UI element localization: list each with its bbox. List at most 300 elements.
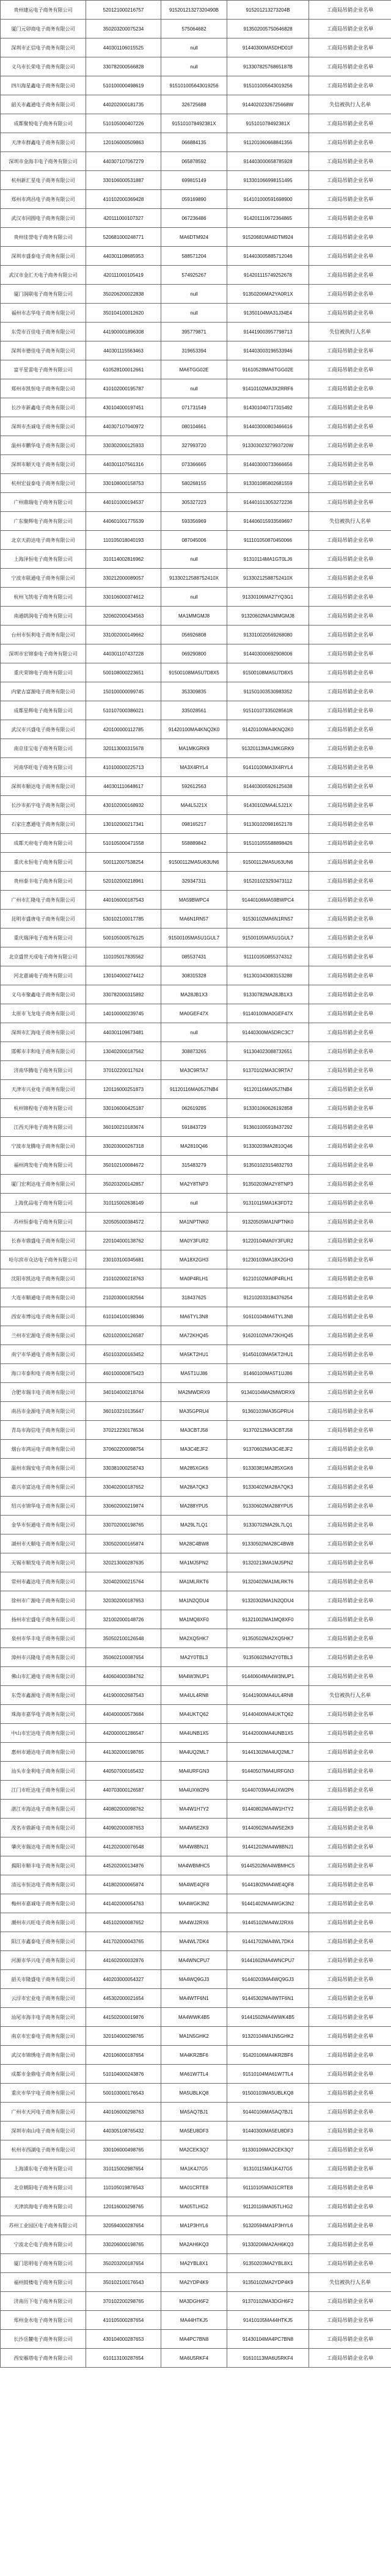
company-name-cell: 长春市鼎盛电子商务有限公司 (1, 1231, 86, 1250)
status-cell: 工商局吊销企业名单 (309, 190, 391, 209)
credit-code-cell: 915201023293473112 (227, 872, 309, 891)
credit-code-cell: 91350206MA2YA0R1X (227, 285, 309, 304)
org-code-cell: MA4UXW2P6 (161, 1781, 227, 1800)
registration-number-cell: 120116000298765 (86, 2197, 161, 2216)
table-row (1, 966, 391, 985)
credit-code-cell: 91330212588752410X (227, 569, 309, 588)
credit-code-cell: 914201110672364865 (227, 209, 309, 228)
status-cell: 工商局吊销企业名单 (309, 2254, 391, 2273)
company-name-cell: 西安雁塔电子商务有限公司 (1, 2349, 86, 2368)
registration-number-cell: 510100000498619 (86, 76, 161, 95)
credit-code-cell: 91330106MA2CEK3Q7 (227, 2140, 309, 2159)
org-code-cell: MA4W8BNJ1 (161, 1837, 227, 1856)
company-name-cell: 贵州泰丰电子商务有限公司 (1, 872, 86, 891)
credit-code-cell: 91610104MA6TYL3N8 (227, 1307, 309, 1326)
org-code-cell: MA35GPRU4 (161, 1402, 227, 1421)
company-name-cell: 杭州锦程电子商务有限公司 (1, 1099, 86, 1118)
company-name-cell: 厦门宏利达电子商务有限公司 (1, 1175, 86, 1194)
credit-code-cell: 91441702MA4WL7DK4 (227, 1932, 309, 1951)
table-row (1, 1307, 391, 1326)
table-row (1, 1932, 391, 1951)
status-cell: 工商局吊销企业名单 (309, 1364, 391, 1383)
status-cell: 工商局吊销企业名单 (309, 796, 391, 815)
registration-number-cell: 320104000298765 (86, 2027, 161, 2046)
table-row (1, 493, 391, 512)
table-row (1, 550, 391, 569)
company-name-cell: 揭阳市顺丰电子商务有限公司 (1, 1856, 86, 1875)
company-name-cell: 惠州市通达电子商务有限公司 (1, 1743, 86, 1762)
credit-code-cell: 91370212MA3CBTJ58 (227, 1421, 309, 1440)
company-name-cell: 泉州市华丰电子商务有限公司 (1, 1629, 86, 1648)
table-row (1, 114, 391, 133)
company-name-cell: 南京市宏泰电子商务有限公司 (1, 2027, 86, 2046)
credit-code-cell: 91330402MA28A7QK3 (227, 1478, 309, 1497)
registration-number-cell: 330106000531887 (86, 171, 161, 190)
registration-number-cell: 610104100198346 (86, 1307, 161, 1326)
company-name-cell: 海口市泰和电子商务有限公司 (1, 1364, 86, 1383)
org-code-cell: MA29L7LQ1 (161, 1516, 227, 1534)
company-name-cell: 徐州市广源电子商务有限公司 (1, 1591, 86, 1610)
credit-code-cell: 91320505MA1NPTNK0 (227, 1213, 309, 1231)
credit-code-cell: 91440300MA5EU8DF3 (227, 2122, 309, 2140)
table-row (1, 1345, 391, 1364)
table-row (1, 1837, 391, 1856)
status-cell: 工商局吊销企业名单 (309, 1724, 391, 1743)
org-code-cell: null (161, 379, 227, 398)
status-cell: 工商局吊销企业名单 (309, 2292, 391, 2311)
credit-code-cell: 91500103MA5UBLKQ8 (227, 2084, 309, 2103)
org-code-cell: MA72KHQ45 (161, 1326, 227, 1345)
registration-number-cell: 440301107437228 (86, 644, 161, 663)
registration-number-cell: 440301106015525 (86, 38, 161, 57)
company-name-cell: 重庆瑞泽电子商务有限公司 (1, 929, 86, 947)
org-code-cell: 067236486 (161, 209, 227, 228)
org-code-cell: MA61W7TL4 (161, 2065, 227, 2084)
table-row (1, 1250, 391, 1269)
table-row (1, 2292, 391, 2311)
org-code-cell: 915101005643019256 (161, 76, 227, 95)
status-cell: 工商局吊销企业名单 (309, 891, 391, 910)
table-row (1, 1194, 391, 1213)
company-name-cell: 郑州金水电子商务有限公司 (1, 2311, 86, 2330)
table-row (1, 285, 391, 304)
org-code-cell: MA4KR2BF6 (161, 2046, 227, 2065)
table-row (1, 190, 391, 209)
org-code-cell: 065878592 (161, 152, 227, 171)
registration-number-cell: 230103100345681 (86, 1250, 161, 1269)
status-cell: 工商局吊销企业名单 (309, 1383, 391, 1402)
status-cell: 工商局吊销企业名单 (309, 2330, 391, 2349)
table-row (1, 720, 391, 739)
registration-number-cell: 445102000087652 (86, 1913, 161, 1932)
registration-number-cell: 140100000239745 (86, 1004, 161, 1023)
org-code-cell: MA5EU8DF3 (161, 2122, 227, 2140)
org-code-cell: 327993720 (161, 436, 227, 455)
org-code-cell: MA1N5GHK2 (161, 2027, 227, 2046)
registration-number-cell: 330206000198765 (86, 2235, 161, 2254)
credit-code-cell: 91120116MA05J7NB4 (227, 1080, 309, 1099)
registration-number-cell: 440203000054327 (86, 1970, 161, 1989)
registration-number-cell: 330212000089057 (86, 569, 161, 588)
registration-number-cell: 441900001896308 (86, 323, 161, 341)
company-name-cell: 温州市鹏华电子商务有限公司 (1, 436, 86, 455)
credit-code-cell: 914401013053272236 (227, 493, 309, 512)
org-code-cell: null (161, 285, 227, 304)
credit-code-cell: 915201213273204B (227, 1, 309, 20)
table-row (1, 1989, 391, 2008)
company-name-cell: 重庆市华宇电子商务有限公司 (1, 2084, 86, 2103)
company-name-cell: 福州鸿发电子商务有限公司 (1, 1156, 86, 1175)
org-code-cell: 335028561 (161, 701, 227, 720)
registration-number-cell: 320213000287635 (86, 1553, 161, 1572)
org-code-cell: MA2CEK3Q7 (161, 2140, 227, 2159)
table-row (1, 682, 391, 701)
registration-number-cell: 620102000126587 (86, 1326, 161, 1345)
company-name-cell: 台州市恒利电子商务有限公司 (1, 626, 86, 644)
registration-number-cell: 440101000194537 (86, 493, 161, 512)
org-code-cell: MA2Y8TNP3 (161, 1175, 227, 1194)
company-name-cell: 杭州新汇星电子商务有限公司 (1, 171, 86, 190)
company-name-cell: 济南历下电子商务有限公司 (1, 2292, 86, 2311)
registration-number-cell: 440307107067279 (86, 152, 161, 171)
registration-number-cell: 130104000274412 (86, 966, 161, 985)
registration-number-cell: 440301107561316 (86, 455, 161, 474)
registration-number-cell: 330702000198765 (86, 1516, 161, 1534)
registration-number-cell: 330106000374612 (86, 588, 161, 607)
credit-code-cell: 91320302MA1N2QDU4 (227, 1591, 309, 1610)
org-code-cell: MA2AH6KQ3 (161, 2235, 227, 2254)
status-cell: 工商局吊销企业名单 (309, 455, 391, 474)
table-row (1, 1819, 391, 1837)
registration-number-cell: 110105018040193 (86, 531, 161, 550)
table-row (1, 1478, 391, 1497)
status-cell: 工商局吊销企业名单 (309, 663, 391, 682)
registration-number-cell: 330402000187652 (86, 1478, 161, 1497)
org-code-cell: MA28A7QK3 (161, 1478, 227, 1497)
credit-code-cell: 91410105MA44HTKJ5 (227, 2311, 309, 2330)
table-row (1, 985, 391, 1004)
table-row (1, 1004, 391, 1023)
table-row (1, 1762, 391, 1781)
credit-code-cell: 91440703MA4UXW2P6 (227, 1781, 309, 1800)
registration-number-cell: 350104100012620 (86, 304, 161, 323)
registration-number-cell: 440601001775539 (86, 512, 161, 531)
table-row (1, 796, 391, 815)
company-name-cell: 长沙市新鑫电子商务有限公司 (1, 398, 86, 417)
status-cell: 工商局吊销企业名单 (309, 57, 391, 76)
org-code-cell: MA3CBTJ58 (161, 1421, 227, 1440)
company-name-cell: 广州鼎瑞电子商务有限公司 (1, 493, 86, 512)
status-cell: 工商局吊销企业名单 (309, 341, 391, 360)
company-name-cell: 上海优品电子商务有限公司 (1, 1194, 86, 1213)
status-cell: 工商局吊销企业名单 (309, 171, 391, 190)
org-code-cell: MA1P3HYL6 (161, 2216, 227, 2235)
company-name-cell: 深圳市顺达电子商务有限公司 (1, 777, 86, 796)
table-row (1, 1137, 391, 1156)
status-cell: 失信被执行人名单 (309, 2273, 391, 2292)
table-row (1, 1743, 391, 1762)
org-code-cell: 059169890 (161, 190, 227, 209)
registration-number-cell: 440604000384762 (86, 1667, 161, 1686)
table-row (1, 2330, 391, 2349)
credit-code-cell: 914201115749252678 (227, 266, 309, 285)
org-code-cell: MA4WJ2RX6 (161, 1913, 227, 1932)
status-cell: 工商局吊销企业名单 (309, 1213, 391, 1231)
status-cell: 工商局吊销企业名单 (309, 1951, 391, 1970)
registration-number-cell: 320594000287654 (86, 2216, 161, 2235)
company-name-cell: 深圳市德佳电子商务有限公司 (1, 341, 86, 360)
status-cell: 工商局吊销企业名单 (309, 1648, 391, 1667)
org-code-cell: 593356969 (161, 512, 227, 531)
company-name-cell: 武汉市兴盛电子商务有限公司 (1, 720, 86, 739)
status-cell: 工商局吊销企业名单 (309, 228, 391, 247)
status-cell: 工商局吊销企业名单 (309, 1837, 391, 1856)
table-row (1, 1648, 391, 1667)
table-row (1, 1667, 391, 1686)
registration-number-cell: 442000001286547 (86, 1724, 161, 1743)
credit-code-cell: 91430102MA4L5J21X (227, 796, 309, 815)
org-code-cell: MA6N1RN57 (161, 910, 227, 929)
credit-code-cell: 91500108MA5U7D8X5 (227, 663, 309, 682)
table-row (1, 2235, 391, 2254)
org-code-cell: 069290800 (161, 644, 227, 663)
status-cell: 工商局吊销企业名单 (309, 1553, 391, 1572)
status-cell: 工商局吊销企业名单 (309, 758, 391, 777)
table-row (1, 910, 391, 929)
status-cell: 工商局吊销企业名单 (309, 1989, 391, 2008)
credit-code-cell: 91500112MA5U63UN6 (227, 853, 309, 872)
registration-number-cell: 350203200187654 (86, 2254, 161, 2273)
org-code-cell: MA4WNCPU7 (161, 1951, 227, 1970)
org-code-cell: 308315328 (161, 966, 227, 985)
table-row (1, 644, 391, 663)
table-row (1, 512, 391, 531)
company-name-cell: 厦门元卯商电子商务有限公司 (1, 20, 86, 38)
credit-code-cell: 91440202326725668W (227, 95, 309, 114)
table-row (1, 1572, 391, 1591)
registration-number-cell: 440400000573684 (86, 1705, 161, 1724)
org-code-cell: MA1MKGRK9 (161, 739, 227, 758)
registration-number-cell: 410102000369428 (86, 190, 161, 209)
status-cell: 工商局吊销企业名单 (309, 569, 391, 588)
registration-number-cell: 440307107040972 (86, 417, 161, 436)
org-code-cell: 085537431 (161, 947, 227, 966)
registration-number-cell: 510105000471558 (86, 834, 161, 853)
table-row (1, 1402, 391, 1421)
table-row (1, 379, 391, 398)
company-name-cell: 嘉兴市富达电子商务有限公司 (1, 1478, 86, 1497)
table-row (1, 815, 391, 834)
credit-code-cell: 91440106MA59BWPC4 (227, 891, 309, 910)
registration-number-cell: 460100000875423 (86, 1364, 161, 1383)
table-row (1, 607, 391, 626)
table-row (1, 1800, 391, 1819)
status-cell: 工商局吊销企业名单 (309, 1781, 391, 1800)
credit-code-cell: 913301066998151495 (227, 171, 309, 190)
credit-code-cell: 91520681MA6DTM924 (227, 228, 309, 247)
registration-number-cell: 350102100176543 (86, 2273, 161, 2292)
table-row (1, 569, 391, 588)
credit-code-cell: 91420100MA4KNQ2K0 (227, 720, 309, 739)
table-row (1, 2178, 391, 2197)
credit-code-cell: 91370102MA3C9RTA7 (227, 1061, 309, 1080)
registration-number-cell: 500105000576125 (86, 929, 161, 947)
status-cell: 工商局吊销企业名单 (309, 720, 391, 739)
registration-number-cell: 441302000198765 (86, 1743, 161, 1762)
org-code-cell: MA28JB1X3 (161, 985, 227, 1004)
status-cell: 工商局吊销企业名单 (309, 474, 391, 493)
company-name-cell: 武汉市金汇天电子商务有限公司 (1, 266, 86, 285)
credit-code-cell: 91310114MA1GT0LJ6 (227, 550, 309, 569)
credit-code-cell: 913301060626192858 (227, 1099, 309, 1118)
table-row (1, 398, 391, 417)
registration-number-cell: 440106000187543 (86, 891, 161, 910)
status-cell: 工商局吊销企业名单 (309, 1288, 391, 1307)
credit-code-cell: 91441602MA4WNCPU7 (227, 1951, 309, 1970)
credit-code-cell: 91140100MA0GEF47X (227, 1004, 309, 1023)
credit-code-cell: 914403000803466616 (227, 417, 309, 436)
credit-code-cell: 91441802MA4WE4QF8 (227, 1875, 309, 1894)
registration-number-cell: 340104000218764 (86, 1383, 161, 1402)
table-row (1, 1951, 391, 1970)
registration-number-cell: 440106000298763 (86, 2103, 161, 2122)
credit-code-cell: 915101055588898426 (227, 834, 309, 853)
credit-code-cell: 91445302MA4WTF6N1 (227, 1989, 309, 2008)
company-name-cell: 沈阳市凯达电子商务有限公司 (1, 1269, 86, 1288)
credit-code-cell: 914406015933569697 (227, 512, 309, 531)
status-cell: 工商局吊销企业名单 (309, 1440, 391, 1459)
registration-number-cell: 360100210183674 (86, 1118, 161, 1137)
org-code-cell: 91120116MA05J7NB4 (161, 1080, 227, 1099)
status-cell: 工商局吊销企业名单 (309, 133, 391, 152)
status-cell: 工商局吊销企业名单 (309, 910, 391, 929)
registration-number-cell: 430104000197451 (86, 398, 161, 417)
credit-code-cell: 91230103MA18X2GH3 (227, 1250, 309, 1269)
registration-number-cell: 441502000019876 (86, 2008, 161, 2027)
credit-code-cell: 914403000733666656 (227, 455, 309, 474)
company-name-cell: 宁波市联通电子商务有限公司 (1, 569, 86, 588)
registration-number-cell: 330302000125933 (86, 436, 161, 455)
credit-code-cell: 91320602MA1MMGMJ8 (227, 607, 309, 626)
table-row (1, 2273, 391, 2292)
table-row (1, 1023, 391, 1042)
org-code-cell: 592612563 (161, 777, 227, 796)
org-code-cell: null (161, 550, 227, 569)
credit-code-cell: 914403000692908006 (227, 644, 309, 663)
org-code-cell: 062619285 (161, 1099, 227, 1118)
registration-number-cell: 330106000498765 (86, 2140, 161, 2159)
org-code-cell: MA1N2QDU4 (161, 1591, 227, 1610)
registration-number-cell: 320505000384572 (86, 1213, 161, 1231)
status-cell: 工商局吊销企业名单 (309, 1913, 391, 1932)
credit-code-cell: 91220104MA0Y3FUR2 (227, 1231, 309, 1250)
company-name-cell: 苏州恒泰电子商务有限公司 (1, 1213, 86, 1231)
status-cell: 失信被执行人名单 (309, 323, 391, 341)
table-row (1, 2216, 391, 2235)
org-code-cell: MA1MLRKT6 (161, 1572, 227, 1591)
credit-code-cell: 911301043083153288 (227, 966, 309, 985)
status-cell: 工商局吊销企业名单 (309, 266, 391, 285)
table-row (1, 947, 391, 966)
status-cell: 工商局吊销企业名单 (309, 1269, 391, 1288)
status-cell: 工商局吊销企业名单 (309, 985, 391, 1004)
credit-code-cell: 915101078492381X (227, 114, 309, 133)
status-cell: 工商局吊销企业名单 (309, 1572, 391, 1591)
status-cell: 失信被执行人名单 (309, 512, 391, 531)
registration-number-cell: 330602000219874 (86, 1497, 161, 1516)
registration-number-cell: 310114002816962 (86, 550, 161, 569)
status-cell: 工商局吊销企业名单 (309, 1970, 391, 1989)
registration-number-cell: 420106000187654 (86, 2046, 161, 2065)
registration-number-cell: 330108000158753 (86, 474, 161, 493)
table-row (1, 455, 391, 474)
table-row (1, 1781, 391, 1800)
status-cell: 工商局吊销企业名单 (309, 834, 391, 853)
credit-code-cell: 91350203MA2Y8TNP3 (227, 1175, 309, 1194)
registration-number-cell: 520681000248771 (86, 228, 161, 247)
credit-code-cell: 911201060668841356 (227, 133, 309, 152)
registration-number-cell: 510105000407226 (86, 114, 161, 133)
table-row (1, 266, 391, 285)
company-name-cell: 天津市兴业电子商务有限公司 (1, 1080, 86, 1099)
credit-code-cell: 911304023088732651 (227, 1042, 309, 1061)
company-name-cell: 江西天泽电子商务有限公司 (1, 1118, 86, 1137)
table-row (1, 133, 391, 152)
table-row (1, 834, 391, 853)
status-cell: 工商局吊销企业名单 (309, 493, 391, 512)
org-code-cell: 073366665 (161, 455, 227, 474)
table-row (1, 758, 391, 777)
credit-code-cell: 91430104MA4PC7BN8 (227, 2330, 309, 2349)
status-cell: 工商局吊销企业名单 (309, 379, 391, 398)
status-cell: 工商局吊销企业名单 (309, 1516, 391, 1534)
org-code-cell: 066884135 (161, 133, 227, 152)
table-row (1, 228, 391, 247)
company-name-cell: 上海浦东电子商务有限公司 (1, 2159, 86, 2178)
company-name-cell: 茂名市鼎新电子商务有限公司 (1, 1819, 86, 1837)
table-row (1, 1383, 391, 1402)
registration-number-cell: 450103200163452 (86, 1345, 161, 1364)
table-row (1, 2159, 391, 2178)
registration-number-cell: 410102000195787 (86, 379, 161, 398)
registration-number-cell: 310115002638149 (86, 1194, 161, 1213)
registration-number-cell: 330502000165874 (86, 1534, 161, 1553)
org-code-cell: MA2Y0TBL3 (161, 1648, 227, 1667)
table-row (1, 1099, 391, 1118)
registration-number-cell: 350502100126548 (86, 1629, 161, 1648)
company-name-cell: 郑州市鸿昌电子商务有限公司 (1, 190, 86, 209)
status-cell: 工商局吊销企业名单 (309, 1497, 391, 1516)
registration-number-cell: 150100000099745 (86, 682, 161, 701)
org-code-cell: MA4W1H7Y2 (161, 1800, 227, 1819)
table-row (1, 1913, 391, 1932)
table-row (1, 152, 391, 171)
registration-number-cell: 370212230178534 (86, 1421, 161, 1440)
credit-code-cell: 91450103MA5KT2HU1 (227, 1345, 309, 1364)
table-row (1, 417, 391, 436)
credit-code-cell: 91320402MA1MLRKT6 (227, 1572, 309, 1591)
org-code-cell: MA1MJ5PN2 (161, 1553, 227, 1572)
registration-number-cell: 110105017835562 (86, 947, 161, 966)
credit-code-cell: 912102033184376254 (227, 1288, 309, 1307)
registration-number-cell: 220104000138762 (86, 1231, 161, 1250)
registration-number-cell: 610113100287654 (86, 2349, 161, 2368)
company-name-cell: 河北嘉诚电子商务有限公司 (1, 966, 86, 985)
org-code-cell: MA0P4RLH1 (161, 1269, 227, 1288)
credit-code-cell: 915101005643019256 (227, 76, 309, 95)
status-cell: 工商局吊销企业名单 (309, 1231, 391, 1250)
registration-number-cell: 441202000076548 (86, 1837, 161, 1856)
